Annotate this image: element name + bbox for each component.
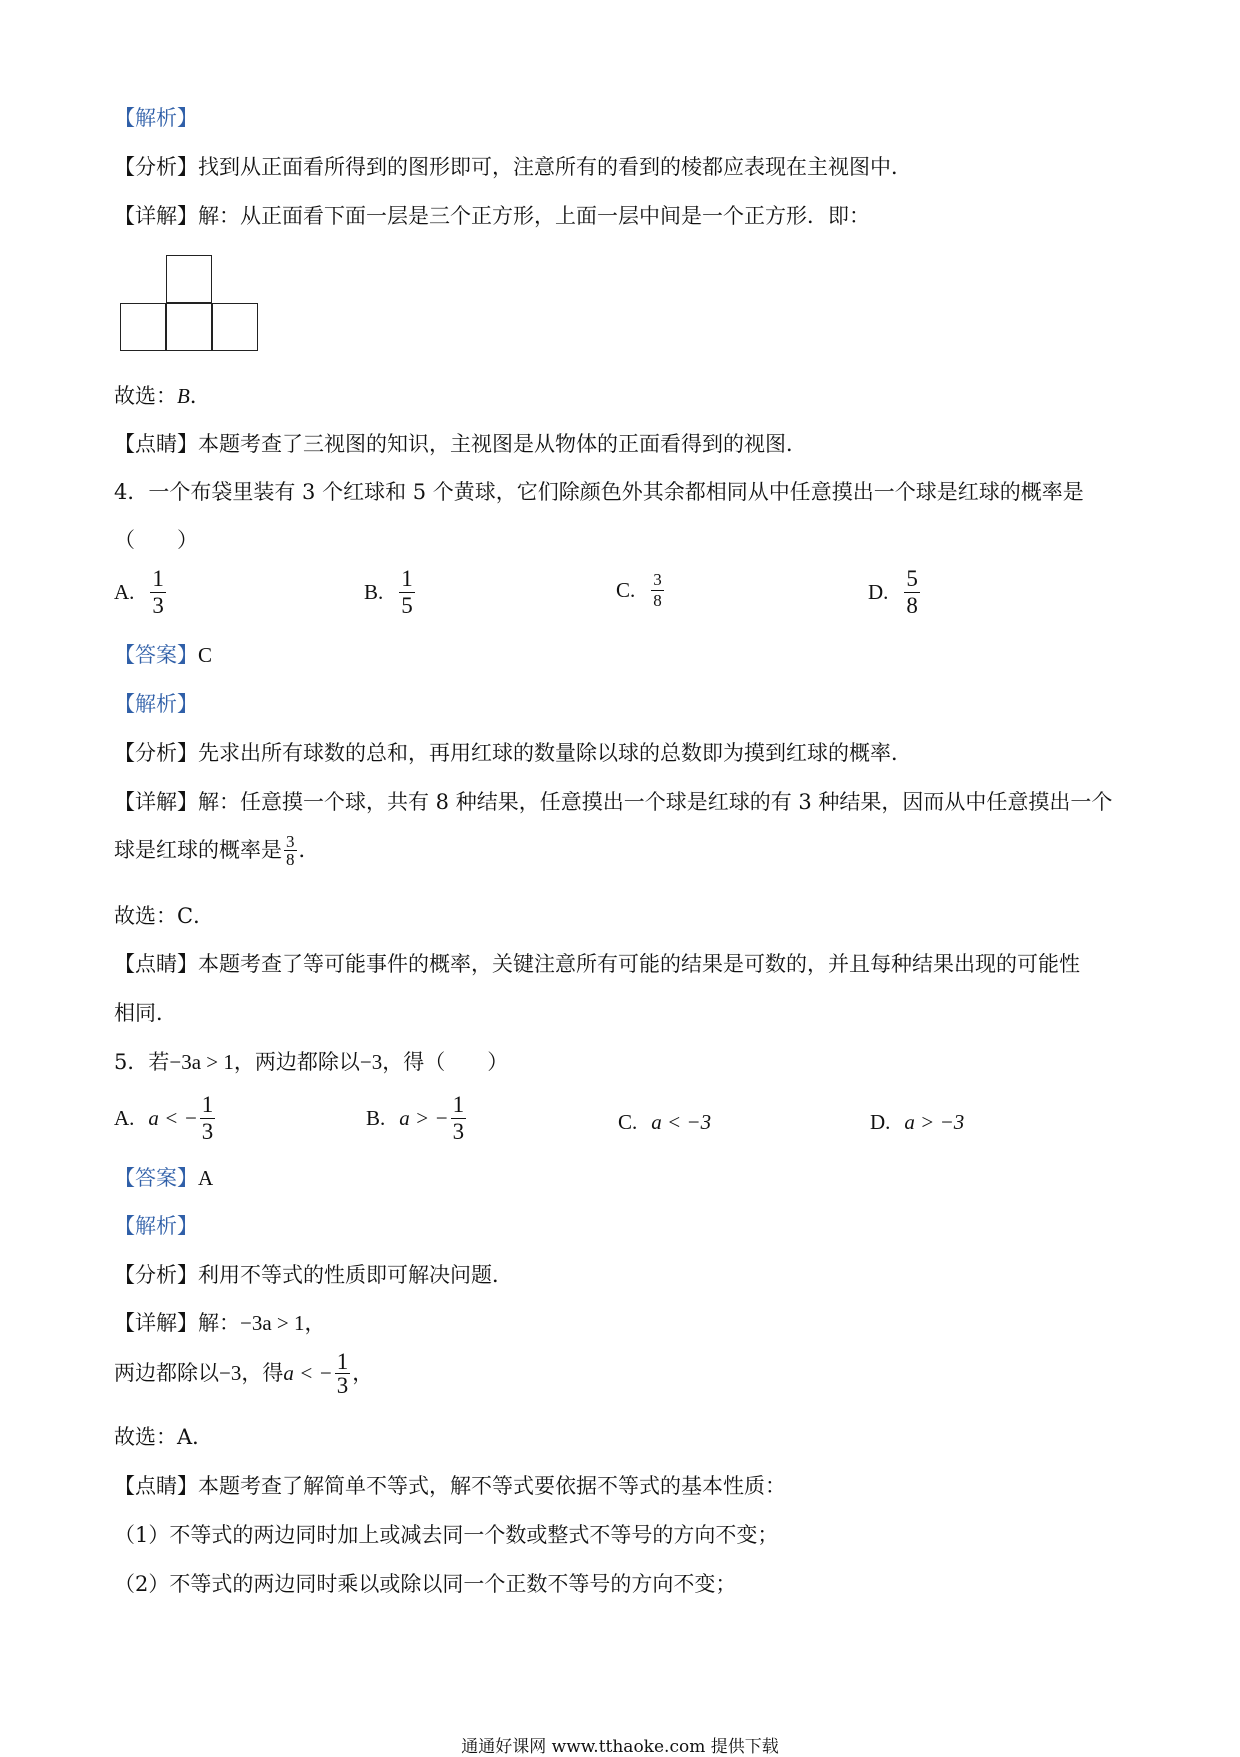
jiexi-tag: 【解析】 bbox=[114, 1214, 198, 1238]
fraction-numerator: 1 bbox=[152, 566, 164, 591]
option-expression: a > − bbox=[399, 1106, 449, 1130]
q5-answer bbox=[114, 1168, 213, 1189]
q5-xiangjie bbox=[114, 1313, 326, 1334]
q3-fenxi bbox=[114, 157, 912, 178]
dianjing-tag: 【点睛】 bbox=[114, 1474, 198, 1498]
answer-tag: 【答案】 bbox=[114, 1166, 198, 1190]
q5-jiexi-heading bbox=[114, 1216, 198, 1237]
option-fraction bbox=[904, 566, 920, 619]
guxuan-end: ． bbox=[189, 384, 211, 408]
q4-dianjing-cont: 相同． bbox=[114, 1001, 177, 1025]
option-fraction bbox=[200, 1092, 216, 1145]
q4-fenxi bbox=[114, 743, 912, 764]
fenxi-tag: 【分析】 bbox=[114, 1263, 198, 1287]
q4-option-b[interactable] bbox=[364, 566, 417, 619]
step2-prefix: 两边都除以 bbox=[114, 1361, 219, 1385]
fraction-numerator: 3 bbox=[286, 832, 295, 851]
q4-xiangjie bbox=[114, 792, 1112, 813]
step2-fraction bbox=[335, 1350, 351, 1397]
stem-prefix: 5．若 bbox=[114, 1050, 170, 1074]
option-fraction bbox=[399, 566, 415, 619]
answer-value: C bbox=[198, 643, 213, 667]
fraction-denominator: 5 bbox=[401, 593, 413, 618]
option-fraction bbox=[150, 566, 166, 619]
fraction-denominator: 8 bbox=[653, 591, 662, 610]
q4-dianjing bbox=[114, 954, 1080, 975]
q3-xiangjie bbox=[114, 206, 870, 227]
answer-tag: 【答案】 bbox=[114, 643, 198, 667]
option-expression: a > −3 bbox=[904, 1110, 965, 1134]
q5-fenxi bbox=[114, 1265, 513, 1286]
q3-guxuan bbox=[114, 386, 211, 407]
q4-option-d[interactable] bbox=[868, 566, 922, 619]
step2-mid: ，得 bbox=[241, 1361, 284, 1385]
xiangjie-tag: 【详解】 bbox=[114, 790, 198, 814]
option-letter: D. bbox=[870, 1110, 891, 1134]
q5-rule-2: （2）不等式的两边同时乘以或除以同一个正数不等号的方向不变； bbox=[114, 1572, 737, 1596]
fraction-numerator: 3 bbox=[653, 570, 662, 589]
fraction-numerator: 1 bbox=[336, 1349, 349, 1374]
q5-step2 bbox=[114, 1350, 373, 1397]
q4-stem: 4．一个布袋里装有 3 个红球和 5 个黄球，它们除颜色外其余都相同从中任意摸出一个球是红球的概率是 bbox=[114, 480, 1084, 504]
probability-fraction bbox=[284, 833, 297, 868]
page-footer: 通通好课网 www.tthaoke.com 提供下载 bbox=[461, 1737, 779, 1757]
fenxi-tag: 【分析】 bbox=[114, 741, 198, 765]
fraction-denominator: 8 bbox=[906, 593, 918, 618]
fenxi-text: 先求出所有球数的总和，再用红球的数量除以球的总数即为摸到红球的概率． bbox=[198, 741, 912, 765]
option-fraction bbox=[451, 1092, 467, 1145]
stem-end: ，得（ ） bbox=[382, 1050, 509, 1074]
q3-jiexi-heading bbox=[114, 108, 198, 129]
fraction-denominator: 3 bbox=[452, 1119, 465, 1144]
stem-number: −3 bbox=[359, 1050, 383, 1074]
xiangjie-cont-text: 球是红球的概率是 bbox=[114, 838, 282, 862]
q4-answer bbox=[114, 645, 212, 666]
xiangjie-end: ， bbox=[304, 1311, 326, 1335]
option-letter: A. bbox=[114, 1106, 135, 1130]
fraction-numerator: 1 bbox=[401, 566, 413, 591]
q4-jiexi-heading bbox=[114, 694, 198, 715]
q4-guxuan: 故选：C． bbox=[114, 904, 215, 928]
q4-option-a[interactable] bbox=[114, 566, 168, 619]
xiangjie-text: 解： bbox=[198, 1311, 240, 1335]
option-letter: C. bbox=[616, 578, 636, 602]
step2-number: −3 bbox=[219, 1361, 242, 1385]
q5-dianjing bbox=[114, 1476, 786, 1497]
q4-option-c[interactable] bbox=[616, 570, 666, 611]
q3-dianjing bbox=[114, 434, 807, 455]
option-letter: B. bbox=[366, 1106, 386, 1130]
dianjing-tag: 【点睛】 bbox=[114, 952, 198, 976]
fenxi-text: 利用不等式的性质即可解决问题． bbox=[198, 1263, 513, 1287]
fraction-numerator: 1 bbox=[201, 1092, 214, 1117]
step2-end: ， bbox=[352, 1361, 374, 1385]
diagram-top-square bbox=[166, 255, 212, 303]
xiangjie-end: ． bbox=[298, 838, 320, 862]
diagram-bottom-middle-square bbox=[166, 303, 212, 351]
diagram-bottom-left-square bbox=[120, 303, 166, 351]
guxuan-label: 故选： bbox=[114, 384, 177, 408]
fenxi-text: 找到从正面看所得到的图形即可，注意所有的看到的棱都应表现在主视图中． bbox=[198, 155, 912, 179]
option-expression: a < − bbox=[148, 1106, 198, 1130]
dianjing-text: 本题考查了等可能事件的概率，关键注意所有可能的结果是可数的，并且每种结果出现的可能性 bbox=[198, 952, 1080, 976]
stem-suffix: ，两边都除以 bbox=[233, 1050, 360, 1074]
diagram-bottom-right-square bbox=[212, 303, 258, 351]
q5-rule-1: （1）不等式的两边同时加上或减去同一个数或整式不等号的方向不变； bbox=[114, 1523, 779, 1547]
fraction-denominator: 8 bbox=[286, 850, 295, 869]
fraction-denominator: 3 bbox=[152, 593, 164, 618]
dianjing-tag: 【点睛】 bbox=[114, 432, 198, 456]
dianjing-text: 本题考查了三视图的知识，主视图是从物体的正面看得到的视图． bbox=[198, 432, 807, 456]
fenxi-tag: 【分析】 bbox=[114, 155, 198, 179]
q5-option-c[interactable] bbox=[618, 1110, 711, 1135]
answer-value: A bbox=[198, 1166, 214, 1190]
option-fraction bbox=[651, 570, 664, 611]
jiexi-tag: 【解析】 bbox=[114, 692, 198, 716]
fraction-denominator: 3 bbox=[336, 1373, 349, 1398]
xiangjie-text: 解：从正面看下面一层是三个正方形，上面一层中间是一个正方形．即： bbox=[198, 204, 870, 228]
q5-guxuan: 故选：A． bbox=[114, 1425, 214, 1449]
option-letter: C. bbox=[618, 1110, 638, 1134]
q4-xiangjie-cont bbox=[114, 833, 320, 868]
front-view-diagram bbox=[118, 255, 264, 351]
fraction-numerator: 5 bbox=[906, 566, 918, 591]
option-expression: a < −3 bbox=[651, 1110, 712, 1134]
xiangjie-math: −3a > 1 bbox=[240, 1311, 305, 1335]
xiangjie-text: 解：任意摸一个球，共有 8 种结果，任意摸出一个球是红球的有 3 种结果，因而从中任意摸出一个 bbox=[198, 790, 1113, 814]
option-letter: A. bbox=[114, 580, 135, 604]
q5-option-b[interactable] bbox=[366, 1092, 468, 1145]
fraction-numerator: 1 bbox=[452, 1092, 465, 1117]
dianjing-text: 本题考查了解简单不等式，解不等式要依据不等式的基本性质： bbox=[198, 1474, 786, 1498]
xiangjie-tag: 【详解】 bbox=[114, 204, 198, 228]
guxuan-answer: B bbox=[177, 384, 190, 408]
xiangjie-tag: 【详解】 bbox=[114, 1311, 198, 1335]
q4-paren: （ ） bbox=[114, 528, 198, 552]
step2-expression: a < − bbox=[283, 1361, 333, 1385]
q5-option-a[interactable] bbox=[114, 1092, 217, 1145]
fraction-denominator: 3 bbox=[201, 1119, 214, 1144]
stem-math: −3a > 1 bbox=[169, 1050, 234, 1074]
q5-option-d[interactable] bbox=[870, 1110, 964, 1135]
option-letter: D. bbox=[868, 580, 889, 604]
option-letter: B. bbox=[364, 580, 384, 604]
jiexi-tag: 【解析】 bbox=[114, 106, 198, 130]
q5-stem bbox=[114, 1052, 508, 1073]
